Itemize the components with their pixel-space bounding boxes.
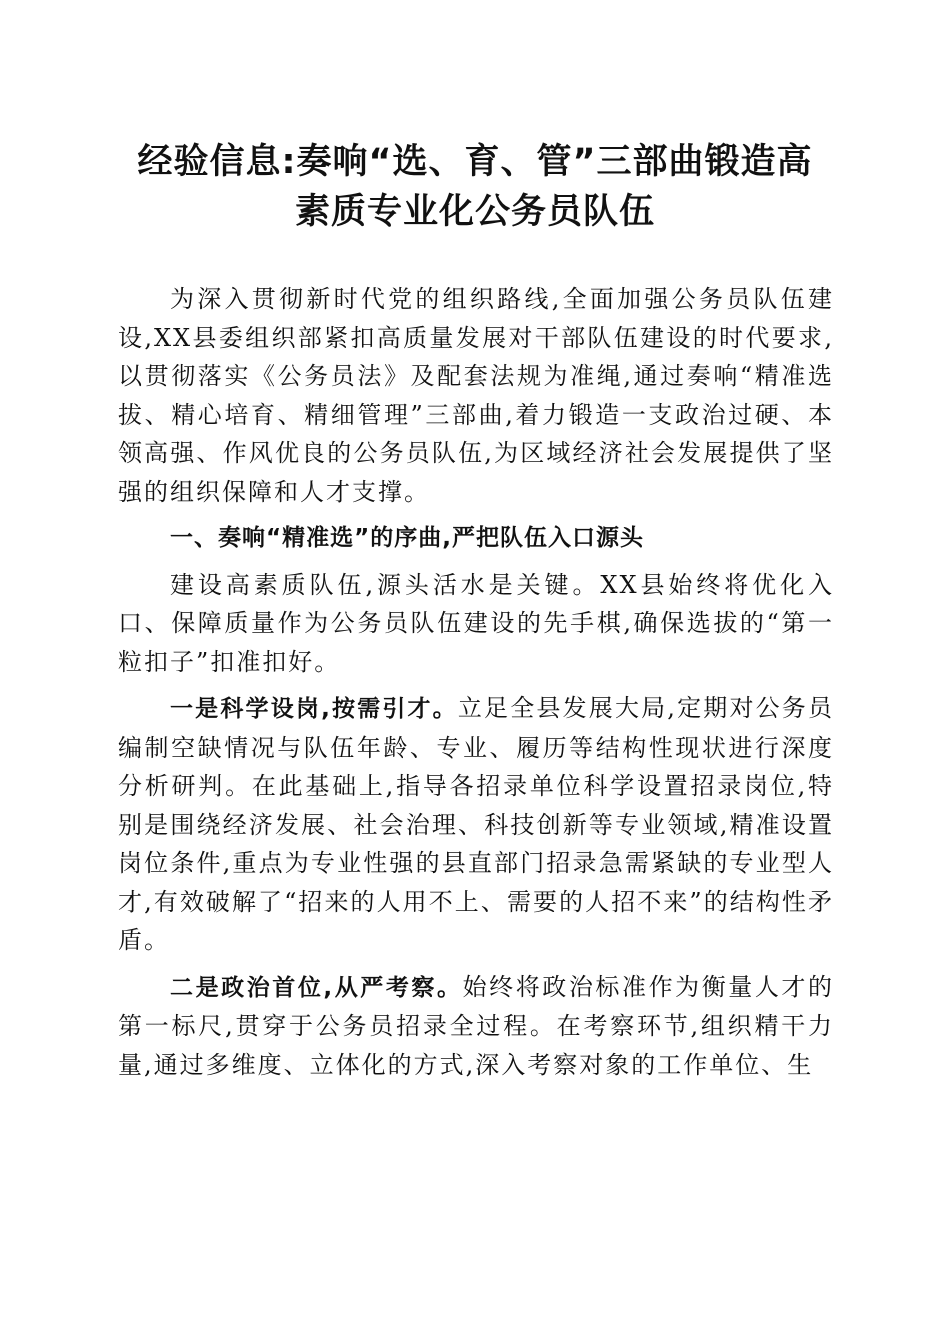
title-line-1: 经验信息:奏响“选、育、管”三部曲锻造高 <box>137 142 813 182</box>
document-title <box>110 137 840 237</box>
point-2-text: 始终将政治标准作为衡量人才的第一标尺,贯穿于公务员招录全过程。在考察环节,组织精干力量,通过多维度、立体化的方式,深入考察对象的工作单位、生 <box>118 972 834 1079</box>
point-1-lead: 一是科学设岗,按需引才。 <box>170 696 458 722</box>
section-heading-1: 一、奏响“精准选”的序曲,严把队伍入口源头 <box>170 525 644 551</box>
intro-paragraph: 为深入贯彻新时代党的组织路线,全面加强公务员队伍建设,XX县委组织部紧扣高质量发展对干部队伍建设的时代要求,以贯彻落实《公务员法》及配套法规为准绳,通过奏响“精准选拔、精心培育、精细管理”三部曲,着力锻造一支政治过硬、本领高强、作风优良的公务员队伍,为区域经济社会发展提供了坚强的组织保障和人才支撑。 <box>118 285 834 506</box>
point-2-paragraph <box>118 968 834 1085</box>
point-1-text: 立足全县发展大局,定期对公务员编制空缺情况与队伍年龄、专业、履历等结构性现状进行深度分析研判。在此基础上,指导各招录单位科学设置招录岗位,特别是围绕经济发展、社会治理、科技创新等专业领域,精准设置岗位条件,重点为专业性强的县直部门招录急需紧缺的专业型人才,有效破解了“招来的人用不上、需要的人招不来”的结构性矛盾。 <box>118 694 834 954</box>
title-line-2: 素质专业化公务员队伍 <box>294 192 655 232</box>
point-2-lead: 二是政治首位,从严考察。 <box>170 974 463 1001</box>
point-1-paragraph <box>118 689 834 960</box>
document-body <box>118 280 834 1092</box>
section1-intro-paragraph: 建设高素质队伍,源头活水是关键。XX县始终将优化入口、保障质量作为公务员队伍建设的先手棋,确保选拔的“第一粒扣子”扣准扣好。 <box>118 570 834 676</box>
